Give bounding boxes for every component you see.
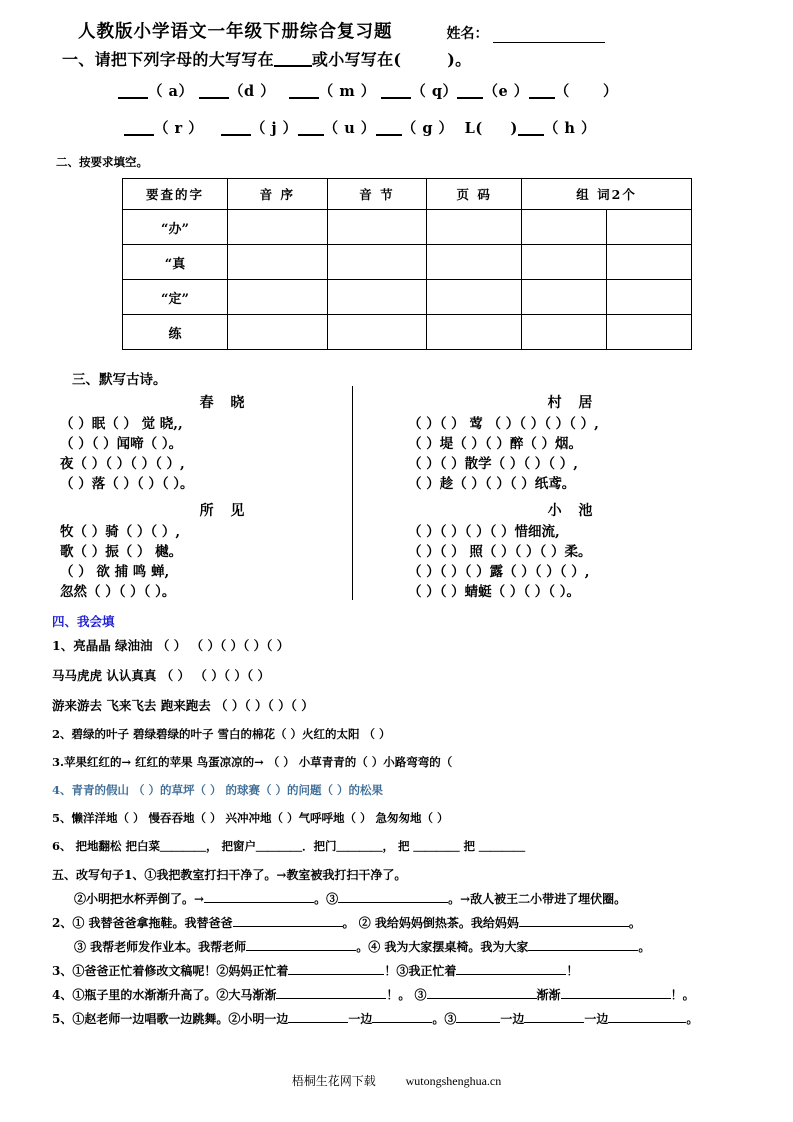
poem-line[interactable]: （ ）（ ） 莺 （ ）（ ）（ ）（ ）, bbox=[408, 416, 599, 432]
answer-blank[interactable] bbox=[288, 974, 384, 975]
section-5 bbox=[0, 866, 793, 1027]
poem-line[interactable]: （ ）（ ）（ ）露（ ）（ ）（ ）, bbox=[408, 564, 590, 580]
poem-grid-bottom bbox=[0, 498, 793, 602]
rewrite-2-prompt-c: ③ 我帮老师发作业本。我帮老师 bbox=[74, 940, 247, 954]
column-header-page: 页 码 bbox=[427, 179, 522, 210]
cell-word-2[interactable] bbox=[607, 210, 692, 245]
poem-grid-top bbox=[0, 390, 793, 494]
answer-blank[interactable] bbox=[427, 998, 537, 999]
section-2-heading: 二、按要求填空。 bbox=[56, 155, 148, 169]
poem-line[interactable]: 牧（ ）骑（ ）（ ）, bbox=[60, 524, 181, 540]
poem-line[interactable]: 歌（ ）振（ ） 樾。 bbox=[60, 544, 183, 560]
letter-blank[interactable] bbox=[376, 134, 402, 136]
column-header-syllable: 音 节 bbox=[327, 179, 427, 210]
cell-word-2[interactable] bbox=[607, 280, 692, 315]
answer-blank[interactable] bbox=[372, 1022, 432, 1023]
answer-blank[interactable] bbox=[524, 1022, 584, 1023]
table-row bbox=[123, 315, 692, 350]
fill-item-4[interactable]: 4、青青的假山 （ ）的草坪（ ） 的球赛（ ）的问题（ ）的松果 bbox=[52, 783, 384, 797]
letter-blank[interactable] bbox=[124, 134, 154, 136]
section-4 bbox=[0, 612, 793, 854]
poem-line[interactable]: （ ）落（ ）（ ）（ ）。 bbox=[60, 476, 194, 492]
fill-item-2[interactable]: 2、碧绿的叶子 碧绿碧绿的叶子 雪白的棉花（ ）火红的太阳 （ ） bbox=[52, 727, 391, 741]
rewrite-4-end: ！。 bbox=[670, 988, 695, 1002]
letter-paren-u: （ u ） bbox=[323, 120, 376, 137]
rewrite-2-line-2 bbox=[52, 938, 793, 955]
poem-chunxiao bbox=[0, 390, 390, 494]
letter-blank[interactable] bbox=[199, 97, 229, 99]
answer-blank[interactable] bbox=[338, 902, 448, 903]
rewrite-1-tail: 。→敌人被王二小带进了埋伏圈。 bbox=[448, 892, 627, 906]
column-header-initial: 音 序 bbox=[227, 179, 327, 210]
poem-line[interactable]: （ ）眠（ ） 觉 晓,, bbox=[60, 416, 183, 432]
rewrite-5-prompt-b: 一边 bbox=[348, 1012, 373, 1026]
answer-blank[interactable] bbox=[608, 1022, 686, 1023]
page-title: 人教版小学语文一年级下册综合复习题 bbox=[78, 22, 393, 42]
rewrite-4-prompt-a: 4、①瓶子里的水渐渐升高了。②大马渐渐 bbox=[52, 988, 277, 1002]
column-header-char: 要查的字 bbox=[123, 179, 228, 210]
cell-initial[interactable] bbox=[227, 280, 327, 315]
cell-word-2[interactable] bbox=[607, 315, 692, 350]
poem-line[interactable]: （ ）趁（ ）（ ）（ ）纸鸢。 bbox=[408, 476, 576, 492]
row-char-ding: “定” bbox=[123, 280, 228, 315]
rewrite-1-line-2 bbox=[52, 890, 793, 907]
section-5-heading: 五、改写句子1、①我把教室打扫干净了。→教室被我打扫干净了。 bbox=[52, 868, 407, 882]
table-row bbox=[123, 210, 692, 245]
rewrite-2-prompt-b: 。 ② 我给妈妈倒热茶。我给妈妈 bbox=[342, 916, 519, 930]
rewrite-3-line bbox=[52, 962, 793, 979]
column-header-words: 组 词2个 bbox=[522, 179, 692, 210]
row-char-ban: “办” bbox=[123, 210, 228, 245]
name-write-line[interactable] bbox=[493, 29, 605, 43]
rewrite-5-prompt-c: 一边 bbox=[500, 1012, 525, 1026]
cell-word-1[interactable] bbox=[522, 280, 607, 315]
table-row bbox=[123, 280, 692, 315]
row-char-zhen: “真 bbox=[123, 245, 228, 280]
letter-blank[interactable] bbox=[289, 97, 319, 99]
section-1-heading-part-c: )。 bbox=[447, 50, 472, 69]
letter-paren-m: （ m ） bbox=[318, 83, 376, 100]
section-3-heading: 三、默写古诗。 bbox=[72, 372, 167, 388]
answer-blank[interactable] bbox=[456, 974, 566, 975]
letters-row-1 bbox=[118, 80, 793, 101]
poem-line[interactable]: （ ）（ ）蜻蜓（ ）（ ）（ ）。 bbox=[408, 584, 580, 600]
answer-blank[interactable] bbox=[246, 950, 356, 951]
cell-page[interactable] bbox=[427, 210, 522, 245]
rewrite-3-prompt-a: 3、①爸爸正忙着修改文稿呢！②妈妈正忙着 bbox=[52, 964, 289, 978]
letter-paren-g: （ g ） bbox=[401, 120, 454, 137]
cell-initial[interactable] bbox=[227, 210, 327, 245]
cell-syllable[interactable] bbox=[327, 315, 427, 350]
cell-word-1[interactable] bbox=[522, 315, 607, 350]
letter-blank[interactable] bbox=[529, 97, 555, 99]
cell-syllable[interactable] bbox=[327, 245, 427, 280]
section-1-inline-blank[interactable] bbox=[274, 65, 312, 67]
letter-paren-h: （ h ） bbox=[543, 120, 596, 137]
cell-syllable[interactable] bbox=[327, 210, 427, 245]
rewrite-2-prompt-d: 。④ 我为大家摆桌椅。我为大家 bbox=[356, 940, 529, 954]
page-footer bbox=[0, 1072, 793, 1089]
fill-item-3[interactable]: 3.苹果红红的→ 红红的苹果 鸟蛋凉凉的→ （ ） 小草青青的（ ）小路弯弯的（ bbox=[52, 755, 453, 769]
answer-blank[interactable] bbox=[528, 950, 638, 951]
letter-paren-e: （e ） bbox=[483, 83, 529, 100]
rewrite-4-prompt-c: 渐渐 bbox=[536, 988, 561, 1002]
fill-item-5[interactable]: 5、懒洋洋地（ ） 慢吞吞地（ ） 兴冲冲地（ ）气呼呼地（ ） 急匆匆地（ ） bbox=[52, 811, 449, 825]
rewrite-3-end: ！ bbox=[566, 964, 579, 978]
letter-blank[interactable] bbox=[381, 97, 411, 99]
rewrite-2-line-1 bbox=[52, 914, 793, 931]
letter-blank[interactable] bbox=[298, 134, 324, 136]
letter-blank[interactable] bbox=[221, 134, 251, 136]
rewrite-5-prompt-a: 5、①赵老师一边唱歌一边跳舞。②小明一边 bbox=[52, 1012, 289, 1026]
rewrite-5-end: 。 bbox=[686, 1012, 699, 1026]
rewrite-4-prompt-b: ！。 ③ bbox=[386, 988, 427, 1002]
letter-blank[interactable] bbox=[118, 97, 148, 99]
answer-blank[interactable] bbox=[519, 926, 629, 927]
poem-line[interactable]: 忽然（ ）（ ）（ ）。 bbox=[60, 584, 176, 600]
poem-line[interactable]: （ ）（ ）闻啼（ ）。 bbox=[60, 436, 183, 452]
page-header bbox=[0, 0, 793, 43]
rewrite-5-prompt-d: 一边 bbox=[584, 1012, 609, 1026]
row-char-lian: 练 bbox=[123, 315, 228, 350]
cell-initial[interactable] bbox=[227, 315, 327, 350]
cell-word-1[interactable] bbox=[522, 210, 607, 245]
section-4-heading: 四、我会填 bbox=[52, 614, 115, 629]
poem-suojian bbox=[0, 498, 390, 602]
answer-blank[interactable] bbox=[456, 1022, 500, 1023]
cell-page[interactable] bbox=[427, 245, 522, 280]
poem-line[interactable]: （ ）（ ）（ ）（ ）惜细流, bbox=[408, 524, 560, 540]
letters-exercise bbox=[118, 80, 793, 138]
section-3 bbox=[0, 368, 793, 602]
poem-title: 村 居 bbox=[547, 395, 599, 411]
poem-line[interactable]: 夜（ ）（ ）（ ）（ ）, bbox=[60, 456, 185, 472]
poem-line[interactable]: （ ） 欲 捕 鸣 蝉, bbox=[60, 564, 170, 580]
poem-title: 春 晓 bbox=[199, 395, 251, 411]
rewrite-heading-line bbox=[52, 866, 793, 883]
section-1-heading-part-b: 或小写写在( bbox=[311, 50, 402, 69]
section-1-heading-part-a: 一、请把下列字母的大写写在 bbox=[62, 50, 274, 69]
cell-initial[interactable] bbox=[227, 245, 327, 280]
letter-paren-a: （ a） bbox=[148, 83, 194, 100]
poem-line[interactable]: （ ）（ ） 照（ ）（ ）（ ）柔。 bbox=[408, 544, 592, 560]
letter-paren-q: （ q） bbox=[411, 83, 458, 100]
fill-item-6[interactable]: 6、 把地翻松 把白菜＿＿＿＿， 把窗户＿＿＿＿．把门＿＿＿＿， 把 ＿＿＿＿ 把 ＿＿＿＿ bbox=[52, 839, 526, 853]
rewrite-1-prompt: ②小明把水杯弄倒了。→ bbox=[74, 892, 205, 906]
cell-word-2[interactable] bbox=[607, 245, 692, 280]
letter-blank[interactable] bbox=[457, 97, 483, 99]
rewrite-4-line bbox=[52, 986, 793, 1003]
letter-blank[interactable] bbox=[518, 134, 544, 136]
fill-item-1c[interactable]: 游来游去 飞来飞去 跑来跑去 （ ）（ ）（ ）（ ） bbox=[52, 698, 314, 713]
footer-source-label: 梧桐生花网下载 bbox=[291, 1074, 376, 1088]
poem-line[interactable]: （ ）堤（ ）（ ）醉（ ）烟。 bbox=[408, 436, 583, 452]
poem-cunju bbox=[390, 390, 738, 494]
lookup-table bbox=[122, 178, 692, 350]
rewrite-5-line bbox=[52, 1010, 793, 1027]
answer-blank[interactable] bbox=[204, 902, 314, 903]
rewrite-3-prompt-b: ！③我正忙着 bbox=[384, 964, 457, 978]
rewrite-5-sep: 。③ bbox=[432, 1012, 457, 1026]
cell-page[interactable] bbox=[427, 280, 522, 315]
section-1-heading bbox=[62, 47, 793, 70]
answer-blank[interactable] bbox=[233, 926, 343, 927]
rewrite-2-prompt-a: 2、① 我替爸爸拿拖鞋。我替爸爸 bbox=[52, 916, 233, 930]
poem-title: 所 见 bbox=[199, 503, 251, 519]
table-header-row bbox=[123, 179, 692, 210]
letter-paren-d: （d ） bbox=[229, 83, 276, 100]
letters-row-2 bbox=[118, 117, 793, 138]
table-row bbox=[123, 245, 692, 280]
answer-blank[interactable] bbox=[561, 998, 671, 999]
letter-paren-empty: （ ） bbox=[554, 83, 619, 100]
letter-paren-r: （ r ） bbox=[154, 120, 204, 137]
name-label: 姓名： bbox=[446, 26, 489, 42]
footer-site-url: wutongshenghua.cn bbox=[405, 1074, 502, 1088]
rewrite-1-sep: 。③ bbox=[314, 892, 339, 906]
student-name-field[interactable] bbox=[447, 23, 605, 43]
cell-syllable[interactable] bbox=[327, 280, 427, 315]
letter-cap-L: L( ) bbox=[459, 120, 518, 137]
poem-line[interactable]: （ ）（ ）散学（ ）（ ）（ ）, bbox=[408, 456, 578, 472]
poem-xiaochi bbox=[390, 498, 738, 602]
cell-word-1[interactable] bbox=[522, 245, 607, 280]
fill-item-1b[interactable]: 马马虎虎 认认真真 （ ） （ ）（ ）（ ） bbox=[52, 668, 270, 683]
answer-blank[interactable] bbox=[288, 1022, 348, 1023]
poem-title: 小 池 bbox=[547, 503, 599, 519]
rewrite-2-end-2: 。 bbox=[638, 940, 651, 954]
fill-item-1a[interactable]: 1、亮晶晶 绿油油 （ ） （ ）（ ）（ ）（ ） bbox=[52, 638, 290, 653]
answer-blank[interactable] bbox=[276, 998, 386, 999]
rewrite-2-end: 。 bbox=[628, 916, 641, 930]
cell-page[interactable] bbox=[427, 315, 522, 350]
letter-paren-j: （ j ） bbox=[250, 120, 298, 137]
